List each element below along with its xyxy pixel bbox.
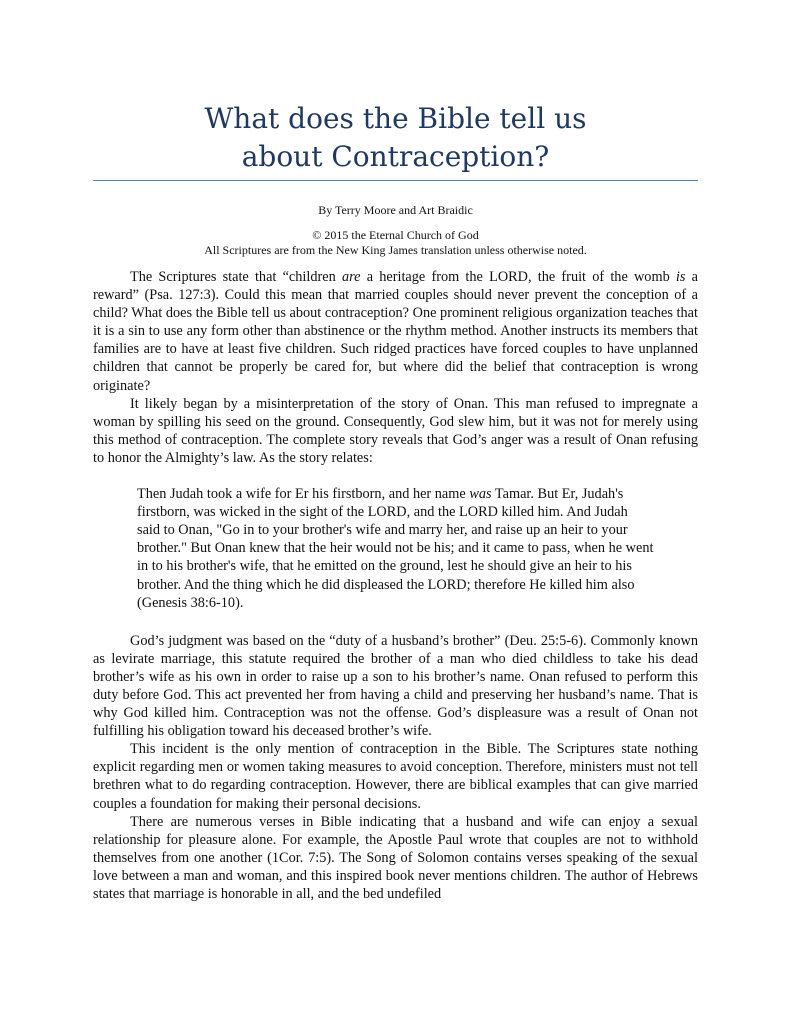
p1-text-b: a heritage from the LORD, the fruit of the womb (360, 269, 676, 285)
quote-emphasis-was: was (469, 486, 492, 503)
title-line-1: What does the Bible tell us (204, 102, 587, 135)
p1-emphasis-is: is (675, 269, 686, 285)
quote-text-a: Then Judah took a wife for Er his firstborn, and her name (137, 486, 470, 503)
p1-text-a: The Scriptures state that “children (130, 269, 342, 285)
translation-note: All Scriptures are from the New King James translation unless otherwise noted. (204, 243, 587, 257)
copyright-notice: © 2015 the Eternal Church of God (312, 228, 479, 242)
paragraph-1 (93, 268, 698, 395)
scripture-quote (137, 485, 654, 612)
p1-text-c: a reward” (Psa. 127:3). Could this mean that married couples should never prevent the conception of a child? What does the Bible tell us about contraception? One prominent religious organization teaches that it is a sin to use any form other than abstinence or the rhythm method. Another instructs its members that families are to have at least five children. Such ridged practices have forced couples to have unplanned children that cannot be properly be cared for, but where did the belief that contraception is wrong originate? (93, 269, 698, 394)
paragraph-3: God’s judgment was based on the “duty of a husband’s brother” (Deu. 25:5-6). Commonly known as levirate marriage, this statute required the brother of a man who died childless to take his dead brother’s wife as his own in order to raise up a son to his brother’s name. Onan refused to perform this duty before God. This act prevented her from having a child and preserving her husband’s name. That is why God killed him. Contraception was not the offense. God’s displeasure was a result of Onan not fulfilling his obligation toward his deceased brother’s wife. (93, 632, 698, 740)
document-meta (93, 228, 698, 258)
byline: By Terry Moore and Art Braidic (318, 203, 473, 217)
title-divider (93, 180, 698, 181)
article-body (93, 268, 698, 903)
page-title (80, 100, 711, 176)
paragraph-5: There are numerous verses in Bible indicating that a husband and wife can enjoy a sexual relationship for pleasure alone. For example, the Apostle Paul wrote that couples are not to withhold themselves from one another (1Cor. 7:5). The Song of Solomon contains verses speaking of the sexual love between a man and woman, and this inspired book never mentions children. The author of Hebrews states that marriage is honorable in all, and the bed undefiled (93, 813, 698, 902)
paragraph-2: It likely began by a misinterpretation of the story of Onan. This man refused to impregnate a woman by spilling his seed on the ground. Consequently, God slew him, but it was not for merely using this method of contraception. The complete story reveals that God’s anger was a result of Onan refusing to honor the Almighty’s law. As the story relates: (93, 395, 698, 466)
p1-emphasis-are: are (341, 269, 361, 285)
quote-text-b: Tamar. But Er, Judah's firstborn, was wicked in the sight of the LORD, and the LORD killed him. And Judah said to Onan, "Go in to your brother's wife and marry her, and raise up an heir to your brother." But Onan knew that the heir would not be his; and it came to pass, when he went in to his brother's wife, that he emitted on the ground, lest he should give an heir to his brother. And the thing which he did displeased the LORD; therefore He killed him also (Genesis 38:6-10). (137, 486, 654, 611)
paragraph-4: This incident is the only mention of contraception in the Bible. The Scriptures state nothing explicit regarding men or women taking measures to avoid conception. Therefore, ministers must not tell brethren what to do regarding contraception. However, there are biblical examples that can give married couples a foundation for making their personal decisions. (93, 741, 698, 812)
title-line-2: about Contraception? (241, 140, 550, 173)
